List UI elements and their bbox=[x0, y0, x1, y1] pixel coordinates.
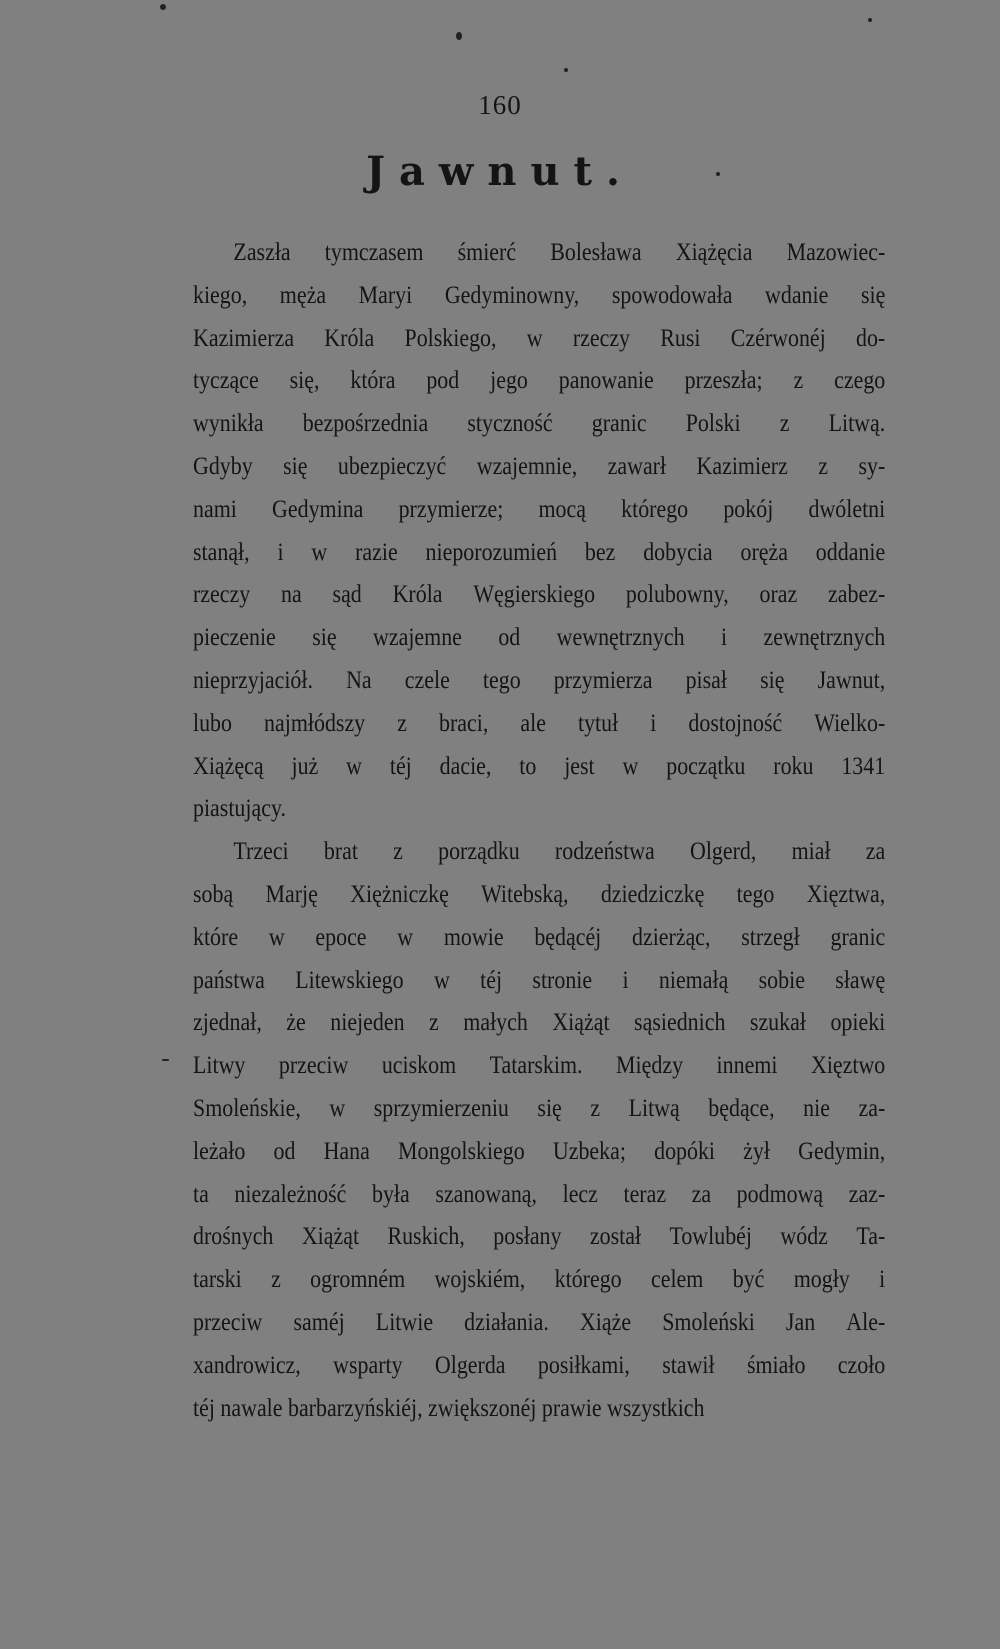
text-line: xandrowicz, wsparty Olgerda posiłkami, stawił śmiało czoło bbox=[193, 1349, 886, 1379]
ink-speck bbox=[564, 68, 568, 72]
ink-speck bbox=[868, 18, 872, 22]
paragraph bbox=[193, 231, 885, 830]
text-line: nami Gedymina przymierze; mocą którego pokój dwóletni bbox=[193, 493, 886, 523]
text-line: ta niezależność była szanowaną, lecz teraz za podmową zaz- bbox=[193, 1178, 886, 1208]
text-line: téj nawale barbarzyńskiéj, zwiększonéj prawie wszystkich bbox=[193, 1392, 705, 1422]
text-line: Gdyby się ubezpieczyć wzajemnie, zawarł Kazimierz z sy- bbox=[193, 450, 886, 480]
text-line: pieczenie się wzajemne od wewnętrznych i zewnętrznych bbox=[193, 622, 886, 652]
text-line: drośnych Xiążąt Ruskich, posłany został Towlubéj wódz Ta- bbox=[193, 1221, 886, 1251]
text-line: piastujący. bbox=[193, 793, 286, 823]
text-line: państwa Litewskiego w téj stronie i niemałą sobie sławę bbox=[193, 964, 886, 994]
text-line: lubo najmłódszy z braci, ale tytuł i dostojność Wielko- bbox=[193, 707, 886, 737]
text-line: Trzeci brat z porządku rodzeństwa Olgerd, miał za bbox=[233, 836, 886, 866]
text-line: Litwy przeciw uciskom Tatarskim. Między innemi Xięztwo bbox=[193, 1050, 886, 1080]
text-line: które w epoce w mowie będącéj dzierżąc, strzegł granic bbox=[193, 921, 886, 951]
text-line: Kazimierza Króla Polskiego, w rzeczy Rusi Czérwonéj do- bbox=[193, 322, 886, 352]
text-line: zjednał, że niejeden z małych Xiążąt sąsiednich szukał opieki bbox=[193, 1007, 886, 1037]
text-line: Xiążęcą już w téj dacie, to jest w początku roku 1341 bbox=[193, 750, 886, 780]
text-line: rzeczy na sąd Króla Węgierskiego polubowny, oraz zabez- bbox=[193, 579, 886, 609]
text-line: tarski z ogromném wojskiém, którego celem być mogły i bbox=[193, 1264, 886, 1294]
text-line: sobą Marję Xiężniczkę Witebską, dziedziczkę tego Xięztwa, bbox=[193, 878, 886, 908]
running-title: Jawnut. bbox=[366, 148, 634, 195]
text-line: nieprzyjaciół. Na czele tego przymierza pisał się Jawnut, bbox=[193, 664, 886, 694]
text-line: Zaszła tymczasem śmierć Bolesława Xiążęcia Mazowiec- bbox=[233, 237, 886, 266]
page-number: 160 bbox=[478, 90, 522, 120]
text-line: przeciw saméj Litwie działania. Xiąże Smoleński Jan Ale- bbox=[193, 1306, 886, 1336]
text-line: Smoleńskie, w sprzymierzeniu się z Litwą będące, nie za- bbox=[193, 1092, 886, 1122]
text-line: tyczące się, która pod jego panowanie przeszła; z czego bbox=[193, 365, 886, 395]
body-text bbox=[193, 231, 885, 1429]
ink-speck bbox=[162, 1059, 169, 1061]
text-line: kiego, męża Maryi Gedyminowny, spowodowała wdanie się bbox=[193, 279, 886, 309]
text-line: wynikła bezpośrzednia styczność granic Polski z Litwą. bbox=[193, 408, 886, 438]
text-line: stanął, i w razie nieporozumień bez dobycia oręża oddanie bbox=[193, 536, 886, 566]
ink-speck bbox=[456, 32, 462, 40]
paragraph bbox=[193, 830, 885, 1429]
text-line: leżało od Hana Mongolskiego Uzbeka; dopóki żył Gedymin, bbox=[193, 1135, 886, 1165]
ink-speck bbox=[160, 4, 166, 10]
